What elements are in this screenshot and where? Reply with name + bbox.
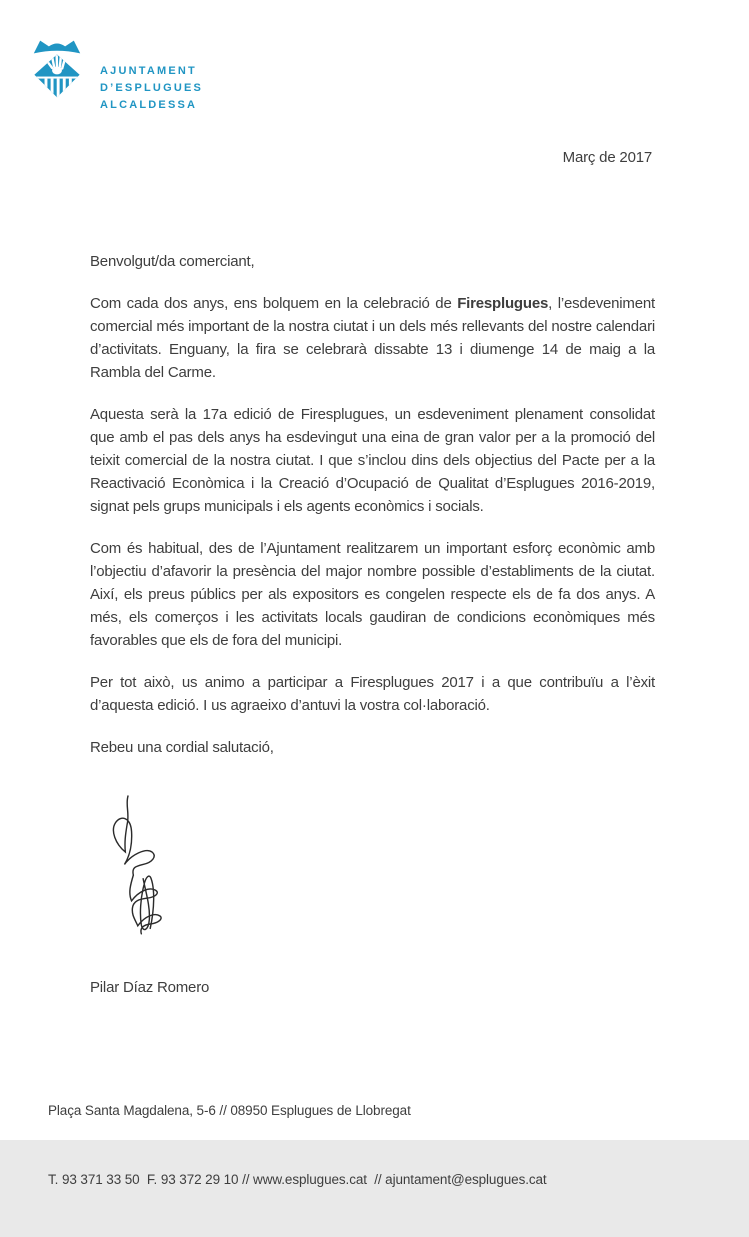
paragraph-1 xyxy=(90,292,655,384)
letter-date: Març de 2017 xyxy=(563,149,652,166)
footer-contact: T. 93 371 33 50 F. 93 372 29 10 // www.esplugues.cat // ajuntament@esplugues.cat xyxy=(48,1168,547,1191)
paragraph-1-text-after: , l’esdeveniment comercial més important de la nostra ciutat i un dels més rellevants del nostre calendari d’activitats. Enguany, la fira se celebrarà dissabte 13 i diumenge 14 de maig a la Rambla del Carme. xyxy=(90,295,655,381)
letter-body xyxy=(90,250,655,1018)
signature xyxy=(90,778,655,976)
paragraph-2: Aquesta serà la 17a edició de Firesplugues, un esdeveniment plenament consolidat que amb el pas dels anys ha esdevingut una eina de gran valor per a la promoció del teixit comercial de la nostra ciutat. I que s’inclou dins dels objectius del Pacte per a la Reactivació Econòmica i la Creació d’Ocupació de Qualitat d’Esplugues 2016-2019, signat pels grups municipals i els agents econòmics i socials. xyxy=(90,403,655,518)
crown-icon xyxy=(34,41,80,54)
paragraph-3: Com és habitual, des de l’Ajuntament realitzarem un important esforç econòmic amb l’objectiu d’afavorir la presència del major nombre possible d’establiments de la ciutat. Així, els preus públics per als expositors es congelen respecte els de fa dos anys. A més, els comerços i les activitats locals gaudiran de condicions econòmiques més favorables que els de fora del municipi. xyxy=(90,537,655,652)
org-name xyxy=(100,38,203,114)
letter-footer xyxy=(48,1053,547,1237)
letterhead xyxy=(28,38,203,114)
salutation: Benvolgut/da comerciant, xyxy=(90,250,655,273)
org-line-3: ALCALDESSA xyxy=(100,97,203,114)
org-line-2: D’ESPLUGUES xyxy=(100,80,203,97)
signer-name: Pilar Díaz Romero xyxy=(90,976,655,999)
closing: Rebeu una cordial salutació, xyxy=(90,736,655,759)
paragraph-4: Per tot això, us animo a participar a Firesplugues 2017 i a que contribuïu a l’èxit d’aquesta edició. I us agraeixo d’antuvi la vostra col·laboració. xyxy=(90,671,655,717)
signature-scribble xyxy=(113,796,154,875)
esplugues-coat-of-arms-icon xyxy=(28,38,86,100)
footer-address: Plaça Santa Magdalena, 5-6 // 08950 Esplugues de Llobregat xyxy=(48,1099,547,1122)
firesplugues-bold: Firesplugues xyxy=(457,295,548,312)
paragraph-1-text: Com cada dos anys, ens bolquem en la celebració de xyxy=(90,295,457,312)
org-line-1: AJUNTAMENT xyxy=(100,63,203,80)
